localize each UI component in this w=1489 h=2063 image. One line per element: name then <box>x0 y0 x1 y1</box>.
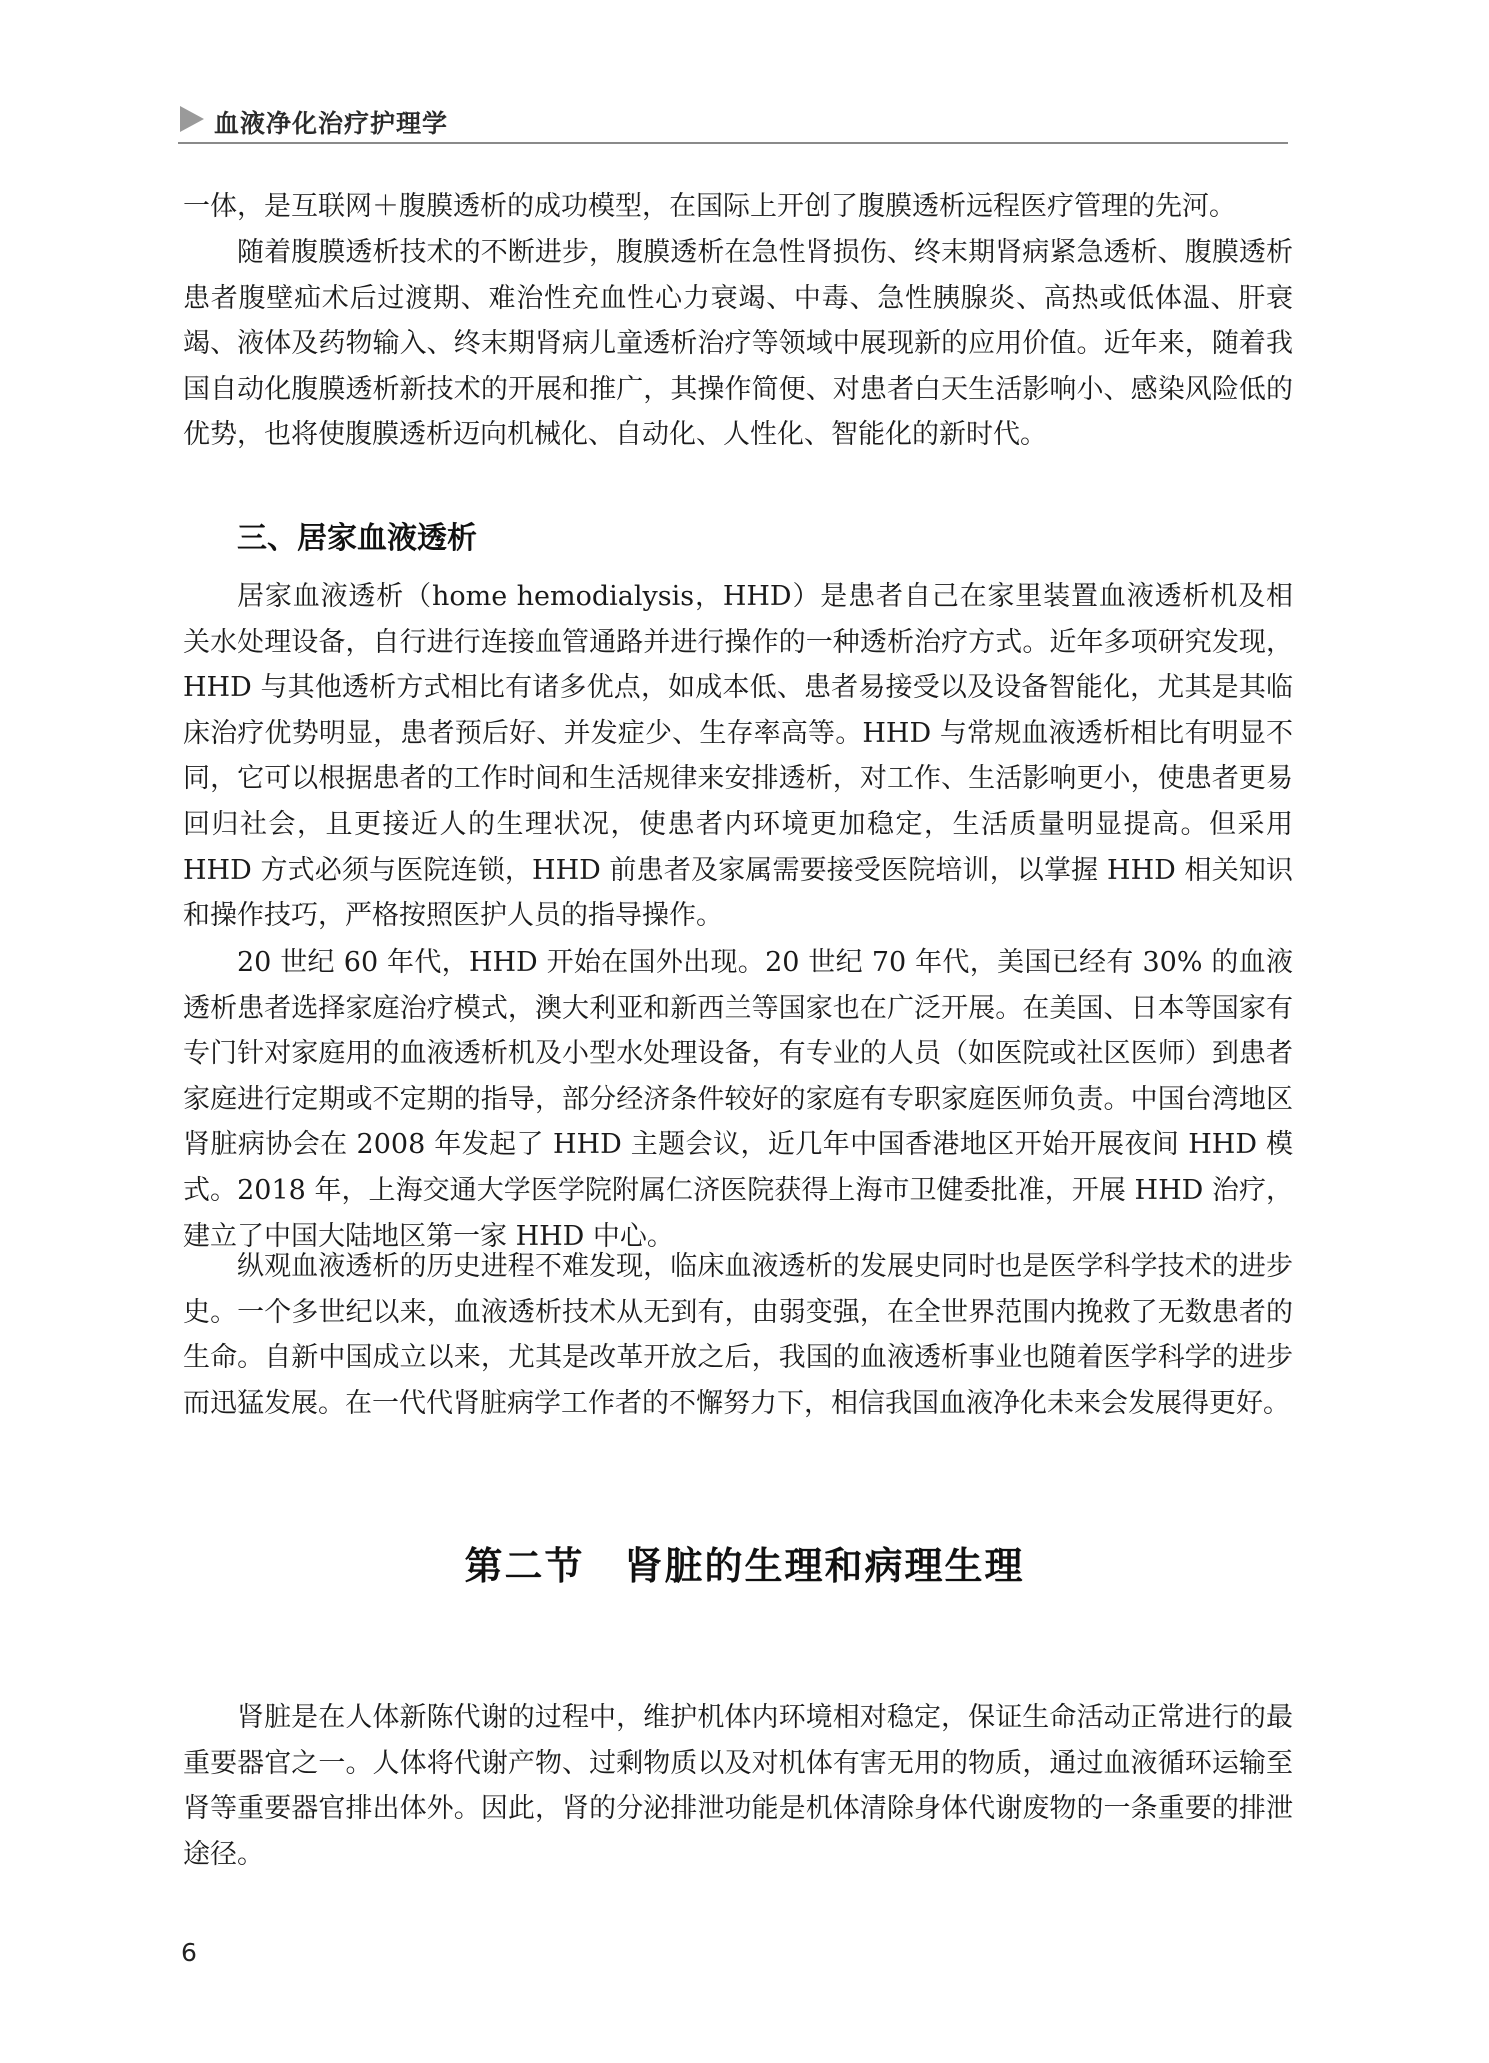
paragraph-home-hemodialysis: 居家血液透析（home hemodialysis，HHD）是患者自己在家里装置血液透析机及相关水处理设备，自行进行连接血管通路并进行操作的一种透析治疗方式。近年多项研究发现，HHD 与其他透析方式相比有诸多优点，如成本低、患者易接受以及设备智能化，尤其是其临床治疗优势明显，患者预后好、并发症少、生存率高等。HHD 与常规血液透析相比有明显不同，它可以根据患者的工作时间和生活规律来安排透析，对工作、生活影响更小，使患者更易回归社会，且更接近人的生理状况，使患者内环境更加稳定，生活质量明显提高。但采用 HHD 方式必须与医院连锁，HHD 前患者及家属需要接受医院培训，以掌握 HHD 相关知识和操作技巧，严格按照医护人员的指导操作。 <box>183 581 1293 932</box>
book-title: 血液净化治疗护理学 <box>214 109 449 138</box>
paragraph-hemodialysis-outlook: 纵观血液透析的历史进程不难发现，临床血液透析的发展史同时也是医学科学技术的进步史。一个多世纪以来，血液透析技术从无到有，由弱变强，在全世界范围内挽救了无数患者的生命。自新中国成立以来，尤其是改革开放之后，我国的血液透析事业也随着医学科学的进步而迅猛发展。在一代代肾脏病学工作者的不懈努力下，相信我国血液净化未来会发展得更好。 <box>183 1251 1293 1419</box>
page-number: 6 <box>181 1938 197 1967</box>
section-heading: 三、居家血液透析 <box>237 521 477 556</box>
paragraph-continuation: 一体，是互联网＋腹膜透析的成功模型，在国际上开创了腹膜透析远程医疗管理的先河。 <box>183 191 1236 222</box>
paragraph-hhd-history: 20 世纪 60 年代，HHD 开始在国外出现。20 世纪 70 年代，美国已经有 30% 的血液透析患者选择家庭治疗模式，澳大利亚和新西兰等国家也在广泛开展。在美国、日本等国家有专门针对家庭用的血液透析机及小型水处理设备，有专业的人员（如医院或社区医师）到患者家庭进行定期或不定期的指导，部分经济条件较好的家庭有专职家庭医师负责。中国台湾地区肾脏病协会在 2008 年发起了 HHD 主题会议，近几年中国香港地区开始开展夜间 HHD 模式。2018 年，上海交通大学医学院附属仁济医院获得上海市卫健委批准，开展 HHD 治疗，建立了中国大陆地区第一家 HHD 中心。 <box>183 947 1293 1252</box>
triangle-arrow-icon <box>180 106 204 132</box>
chapter-heading: 第二节 肾脏的生理和病理生理 <box>464 1543 1025 1588</box>
paragraph-peritoneal-dialysis: 随着腹膜透析技术的不断进步，腹膜透析在急性肾损伤、终末期肾病紧急透析、腹膜透析患者腹壁疝术后过渡期、难治性充血性心力衰竭、中毒、急性胰腺炎、高热或低体温、肝衰竭、液体及药物输入、终末期肾病儿童透析治疗等领域中展现新的应用价值。近年来，随着我国自动化腹膜透析新技术的开展和推广，其操作简便、对患者白天生活影响小、感染风险低的优势，也将使腹膜透析迈向机械化、自动化、人性化、智能化的新时代。 <box>183 237 1293 451</box>
paragraph-kidney-function: 肾脏是在人体新陈代谢的过程中，维护机体内环境相对稳定，保证生命活动正常进行的最重要器官之一。人体将代谢产物、过剩物质以及对机体有害无用的物质，通过血液循环运输至肾等重要器官排出体外。因此，肾的分泌排泄功能是机体清除身体代谢废物的一条重要的排泄途径。 <box>183 1702 1293 1870</box>
running-header <box>178 102 1288 144</box>
